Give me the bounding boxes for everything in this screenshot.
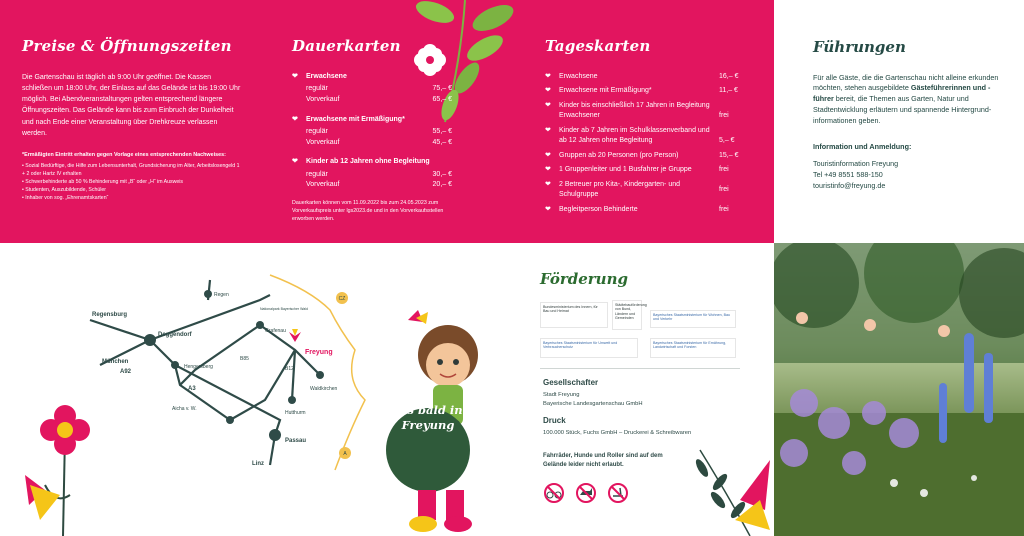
heart-icon: ❤ (545, 87, 551, 95)
foerderung-title: Förderung (540, 270, 628, 288)
footnote-item: • Sozial Bedürftige, die Hilfe zum Lebensunterhalt, Grundsicherung im Alter, Arbeitslosengeld 1 + 2 oder Hartz IV erhalten (22, 162, 242, 178)
freyung-marker-icon (289, 329, 301, 342)
druck-title: Druck (543, 416, 566, 426)
no-bicycle-icon (545, 484, 563, 502)
map-label: CZ (338, 296, 346, 302)
group-name: Erwachsene mit Ermäßigung* (306, 115, 405, 123)
tageskarten-section (545, 36, 745, 219)
map-label: B12 (285, 366, 294, 372)
logo-text: Bayerisches Staatsministerium für Wohnen, Bau und Verkehr (653, 313, 731, 322)
foerderung-section (540, 270, 750, 300)
map-label: B85 (240, 356, 249, 362)
tages-row: ❤ Gruppen ab 20 Personen (pro Person) 15,– € (545, 151, 745, 162)
contact-phone: Tel +49 8551 588-150 (813, 170, 883, 180)
row-label: Vorverkauf (306, 181, 340, 189)
tages-row: ❤ 2 Betreuer pro Kita-, Kindergarten- und Schulgruppe frei (545, 180, 729, 199)
row-label: regulär (306, 127, 328, 135)
map-label: A92 (120, 369, 132, 375)
tages-row: ❤ Begleitperson Behinderte frei (545, 205, 745, 216)
heart-icon: ❤ (545, 72, 551, 80)
row-price: 75,– € (432, 84, 452, 92)
logo-text: Städtebauförderung von Bund, Ländern und Gemeinden (615, 303, 647, 320)
map-label: A (343, 451, 347, 457)
map-label: Nationalpark Bayerischer Wald (260, 307, 308, 311)
map-label: Regensburg (92, 312, 128, 318)
group-name: Kinder ab 12 Jahren ohne Begleitung (306, 158, 430, 166)
no-scooter-icon (609, 484, 627, 502)
dauerkarten-title: Dauerkarten (292, 37, 401, 55)
row-label: regulär (306, 84, 328, 92)
tages-row: ❤ Erwachsene 16,– € (545, 72, 745, 83)
row-price: 30,– € (432, 170, 452, 178)
garden-photo (774, 243, 1024, 536)
map-label: Waldkirchen (310, 386, 338, 392)
logo-stmuv (540, 338, 638, 358)
gesellschafter-item: Bayerische Landesgartenschau GmbH (543, 400, 643, 407)
flower-illustration (15, 395, 105, 536)
logo-stmb (650, 310, 736, 328)
tages-row: ❤ Erwachsene mit Ermäßigung* 11,– € (545, 86, 745, 97)
heart-icon: ❤ (545, 126, 551, 134)
map-label: München (102, 359, 129, 365)
mascot-sign-text: Bis bald in Freyung (393, 403, 463, 432)
dauer-group (292, 115, 452, 149)
heart-icon: ❤ (292, 72, 298, 80)
logo-bmi (540, 302, 608, 328)
tages-row: ❤ Kinder ab 7 Jahren im Schulklassenverband und ab 12 Jahren ohne Begleitung 5,– € (545, 126, 735, 145)
map-label: Regen (214, 292, 229, 298)
row-price: 55,– € (432, 127, 452, 135)
row-label: Vorverkauf (306, 95, 340, 103)
map-label: Deggendorf (158, 332, 192, 338)
leaf-decoration (680, 440, 774, 536)
footnote-list (22, 162, 242, 202)
tageskarten-title: Tageskarten (545, 37, 651, 55)
logo-text: Bayerisches Staatsministerium für Umwelt und Verbraucherschutz (543, 341, 618, 350)
logo-text: Bundesministerium des Innern, für Bau und Heimat (543, 305, 598, 314)
footnote-title: *Ermäßigten Eintritt erhalten gegen Vorlage eines entsprechenden Nachweises: (22, 151, 226, 158)
prohibition-icons (543, 482, 633, 504)
tages-row: ❤ 1 Gruppenleiter und 1 Busfahrer je Gruppe frei (545, 165, 745, 176)
heart-icon: ❤ (292, 158, 298, 166)
route-map (80, 270, 380, 480)
garden-photo-illustration (774, 243, 1024, 536)
map-label: Linz (252, 461, 264, 467)
heart-icon: ❤ (545, 180, 551, 188)
divider (540, 368, 740, 369)
footnote-item: • Studenten, Auszubildende, Schüler (22, 186, 242, 194)
contact-email[interactable]: touristinfo@freyung.de (813, 180, 886, 190)
heart-icon: ❤ (545, 101, 551, 109)
gesellschafter-item: Stadt Freyung (543, 392, 580, 398)
map-label: Freyung (305, 349, 333, 356)
contact-name: Touristinformation Freyung (813, 159, 899, 169)
map-label: Hengersberg (184, 364, 213, 370)
row-price: 20,– € (432, 181, 452, 189)
fuehrungen-body: Für alle Gäste, die die Gartenschau nicht alleine erkunden möchten, stehen ausgebildete Gästeführerinnen und -führer bereit, die Themen aus Garten, Natur und Stadtentwicklung erläutern und spannende Hintergrundinformationen geben. (813, 72, 999, 125)
map-label: A3 (188, 386, 196, 392)
heart-icon: ❤ (545, 151, 551, 159)
row-label: regulär (306, 170, 328, 178)
dauer-group (292, 72, 452, 106)
no-dogs-icon (577, 484, 595, 502)
fuehrungen-section (813, 36, 1003, 192)
row-price: 65,– € (432, 95, 452, 103)
fuehrungen-title: Führungen (813, 38, 906, 56)
preise-section (22, 36, 242, 202)
preise-title: Preise & Öffnungszeiten (22, 37, 232, 55)
heart-icon: ❤ (545, 205, 551, 213)
footnote-item: • Inhaber von sog. „Ehrenamtskarten“ (22, 194, 242, 202)
group-name: Erwachsene (306, 72, 347, 80)
tages-row: ❤ Kinder bis einschließlich 17 Jahren in Begleitung Erwachsener frei (545, 101, 729, 120)
map-label: Grafenau (265, 328, 286, 334)
footnote-item: • Schwerbehinderte ab 50 % Behinderung mit „B“ oder „H“ im Ausweis (22, 178, 242, 186)
preise-body: Die Gartenschau ist täglich ab 9:00 Uhr geöffnet. Die Kassen schließen um 18:00 Uhr, der Einlass auf das Gelände ist bis 19:00 Uhr möglich. Bei Abendveranstaltungen gelten entsprechend längere Öffnungszeiten. Das Gelände kann bis zum Einbruch der Dunkelheit und nach Ende einer Veranstaltung über Drehkreuze verlassen werden. (22, 73, 241, 137)
heart-icon: ❤ (292, 115, 298, 123)
heart-icon: ❤ (545, 166, 551, 174)
map-label: Aicha v. W. (172, 406, 197, 412)
row-price: 45,– € (432, 138, 452, 146)
contact-title: Information und Anmeldung: (813, 142, 912, 152)
dauerkarten-section (292, 36, 452, 224)
map-label: Passau (285, 438, 307, 444)
map-labels (92, 292, 338, 467)
dauer-note: Dauerkarten können vom 11.09.2022 bis zum 24.05.2023 zum Vorverkaufspreis unter lgs2023.de und in den Vorverkaufsstellen erworben werden. (292, 200, 444, 223)
notice-text: Fahrräder, Hunde und Roller sind auf dem Gelände leider nicht erlaubt. (543, 453, 663, 469)
logo-text: Bayerisches Staatsministerium für Ernährung, Landwirtschaft und Forsten (653, 341, 727, 350)
druck-text: 100.000 Stück, Fuchs GmbH – Druckerei & Schreibwaren (543, 430, 692, 437)
dauer-group (292, 157, 452, 191)
map-label: Hutthurm (285, 410, 306, 416)
row-label: Vorverkauf (306, 138, 340, 146)
gesellschafter-title: Gesellschafter (543, 378, 599, 387)
logo-stmelf (650, 338, 736, 358)
logo-staedtebau (612, 300, 647, 330)
